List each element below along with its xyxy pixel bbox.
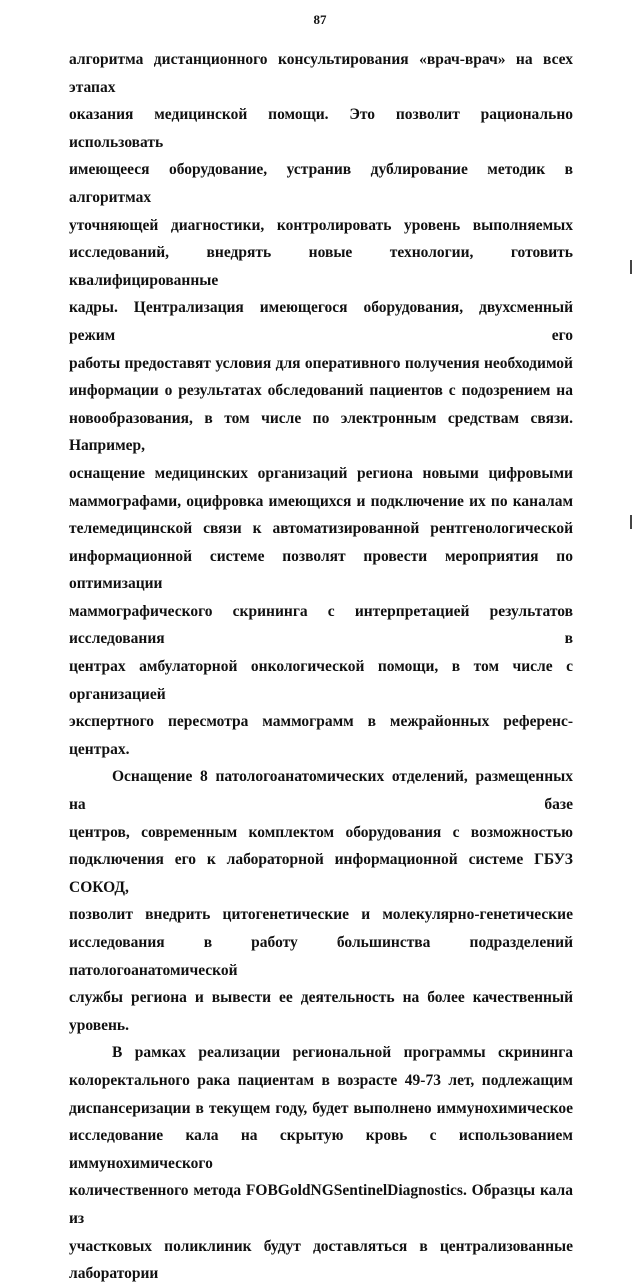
text-line-indented	[69, 763, 573, 818]
text-line: центрах амбулаторной онкологической помощи, в том числе с организацией	[69, 658, 573, 703]
scan-edge-mark	[630, 515, 632, 529]
text-line: имеющееся оборудование, устранив дублирование методик в алгоритмах	[69, 161, 573, 206]
text-line: информации о результатах обследований пациентов с подозрением на	[69, 382, 573, 400]
text-line: подключения его к лабораторной информационной системе ГБУЗ СОКОД,	[69, 851, 573, 896]
text-line: позволит внедрить цитогенетические и молекулярно-генетические	[69, 906, 573, 924]
text-line: алгоритма дистанционного консультирования «врач-врач» на всех этапах	[69, 51, 573, 96]
page-number: 87	[313, 12, 327, 27]
text-line-content: Оснащение 8 патологоанатомических отделений, размещенных на базе	[69, 768, 573, 814]
text-line: исследование кала на скрытую кровь с использованием иммунохимического	[69, 1127, 573, 1172]
text-line: исследований, внедрять новые технологии, готовить квалифицированные	[69, 244, 573, 289]
text-line: службы региона и вывести ее деятельность на более качественный уровень.	[69, 989, 573, 1034]
text-line-indented	[69, 1039, 573, 1067]
text-line: оказания медицинской помощи. Это позволит рационально использовать	[69, 106, 573, 151]
scan-edge-mark	[630, 260, 632, 274]
text-line-content: В рамках реализации региональной программы скрининга	[112, 1044, 573, 1062]
text-line: кадры. Централизация имеющегося оборудования, двухсменный режим его	[69, 299, 573, 344]
text-line: информационной системе позволят провести мероприятия по оптимизации	[69, 547, 573, 593]
text-line: работы предоставят условия для оперативного получения необходимой	[69, 354, 573, 372]
text-line: маммографами, оцифровка имеющихся и подключение их по каналам	[69, 492, 573, 510]
text-line: новообразования, в том числе по электронным средствам связи. Например,	[69, 409, 573, 455]
text-line: маммографического скрининга с интерпретацией результатов исследования в	[69, 602, 573, 648]
text-line: количественного метода FOBGoldNGSentinelDiagnostics. Образцы кала из	[69, 1182, 573, 1227]
text-line: уточняющей диагностики, контролировать уровень выполняемых	[69, 216, 573, 234]
text-line: оснащение медицинских организаций региона новыми цифровыми	[69, 464, 573, 482]
document-body	[69, 46, 573, 1288]
text-line: исследования в работу большинства подразделений патологоанатомической	[69, 934, 573, 979]
text-line: центров, современным комплектом оборудования с возможностью	[69, 823, 573, 841]
text-line: диспансеризации в текущем году, будет выполнено иммунохимическое	[69, 1099, 573, 1117]
text-line: телемедицинской связи к автоматизированной рентгенологической	[69, 520, 573, 538]
text-line: экспертного пересмотра маммограмм в межрайонных референс-центрах.	[69, 713, 573, 758]
text-line: колоректального рака пациентам в возрасте 49-73 лет, подлежащим	[69, 1071, 573, 1089]
text-line: участковых поликлиник будут доставляться в централизованные лаборатории	[69, 1237, 573, 1283]
